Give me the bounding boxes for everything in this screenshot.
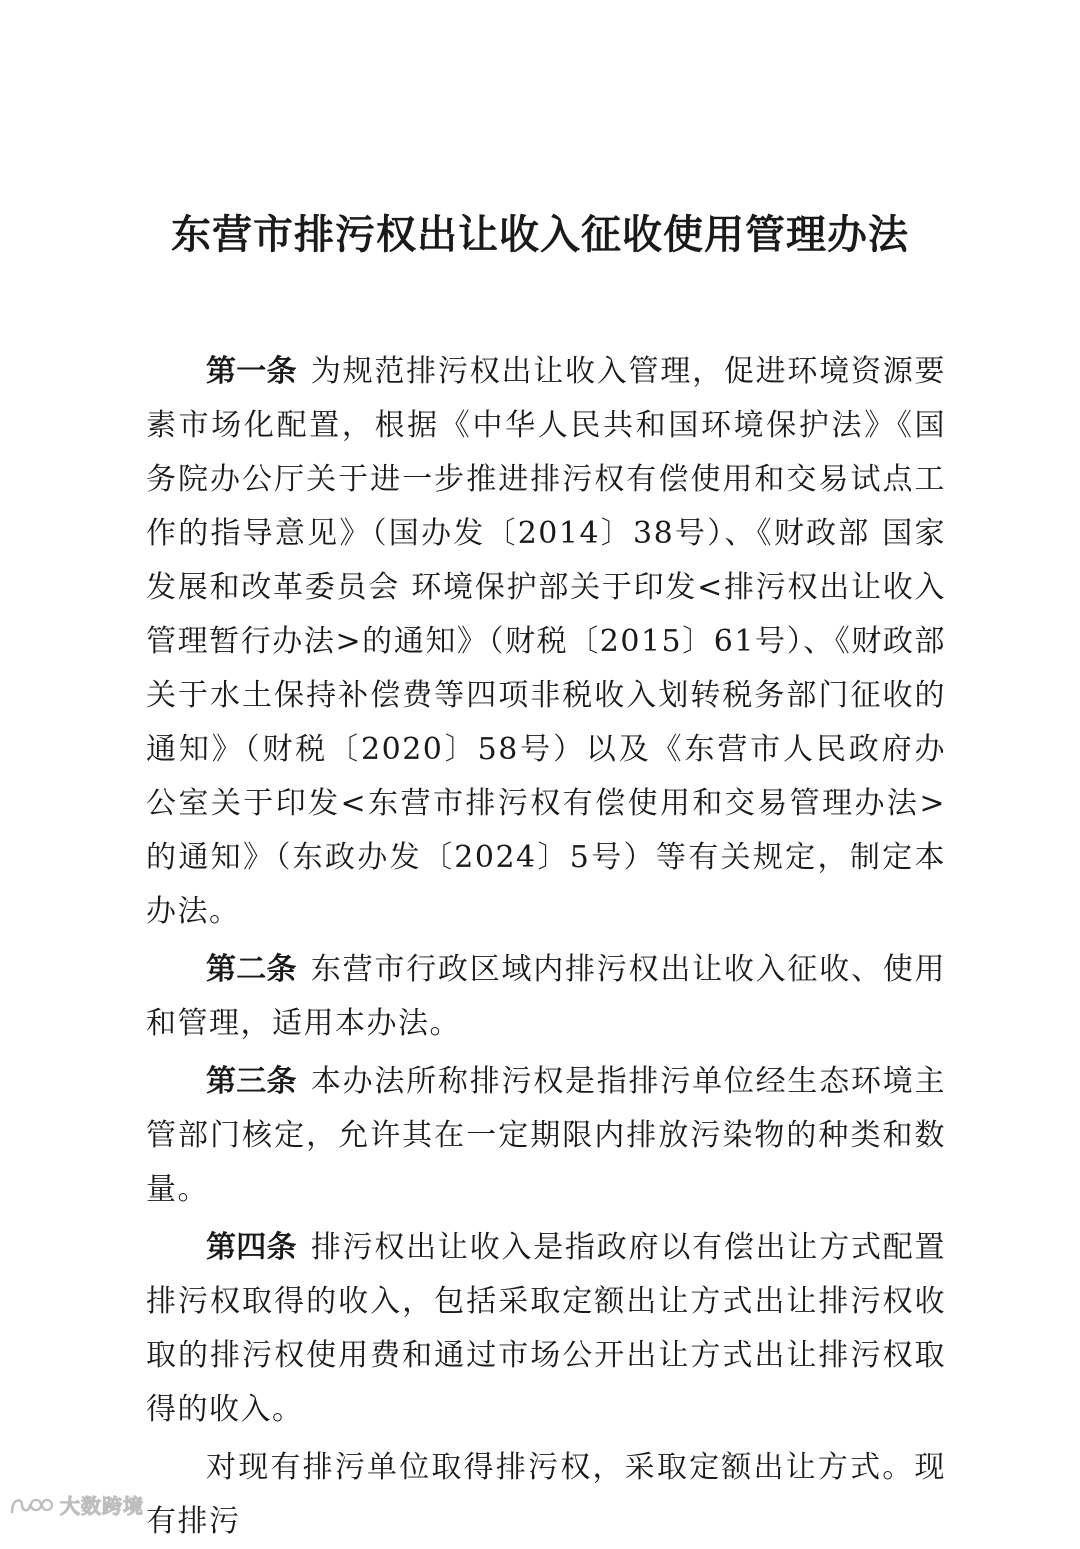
article-1 (146, 345, 946, 939)
paragraph-text: 对现有排污单位取得排污权，采取定额出让方式。现有排污 (146, 1450, 946, 1539)
document-title: 东营市排污权出让收入征收使用管理办法 (171, 212, 909, 258)
document-body (146, 345, 946, 1549)
article-4 (146, 1221, 946, 1437)
article-label: 第二条 (206, 952, 297, 987)
article-2 (146, 943, 946, 1051)
paragraph (146, 1441, 946, 1549)
article-text: 本办法所称排污权是指排污单位经生态环境主管部门核定，允许其在一定期限内排放污染物的种类和数量。 (146, 1064, 947, 1207)
article-text: 为规范排污权出让收入管理，促进环境资源要素市场化配置，根据《中华人民共和国环境保护法》《国务院办公厅关于进一步推进排污权有偿使用和交易试点工作的指导意见》（国办发〔2014〕38号）、《财政部 国家发展和改革委员会 环境保护部关于印发<排污权出让收入管理暂行办法>的通知》（财税〔2015〕61号）、《财政部关于水土保持补偿费等四项非税收入划转税务部门征收的通知》（财税〔2020〕58号）以及《东营市人民政府办公室关于印发<东营市排污权有偿使用和交易管理办法>的通知》（东政办发〔2024〕5号）等有关规定，制定本办法。 (146, 354, 947, 929)
watermark-text: 大数跨境 (60, 1494, 144, 1518)
article-3 (146, 1055, 946, 1217)
article-text: 排污权出让收入是指政府以有偿出让方式配置排污权取得的收入，包括采取定额出让方式出让排污权收取的排污权使用费和通过市场公开出让方式出让排污权取得的收入。 (146, 1230, 947, 1427)
article-label: 第三条 (206, 1064, 297, 1099)
article-label: 第四条 (206, 1230, 297, 1265)
article-label: 第一条 (206, 354, 297, 389)
brand-logo-icon (8, 1492, 54, 1518)
watermark (8, 1490, 144, 1519)
article-text: 东营市行政区域内排污权出让收入征收、使用和管理，适用本办法。 (146, 952, 947, 1041)
